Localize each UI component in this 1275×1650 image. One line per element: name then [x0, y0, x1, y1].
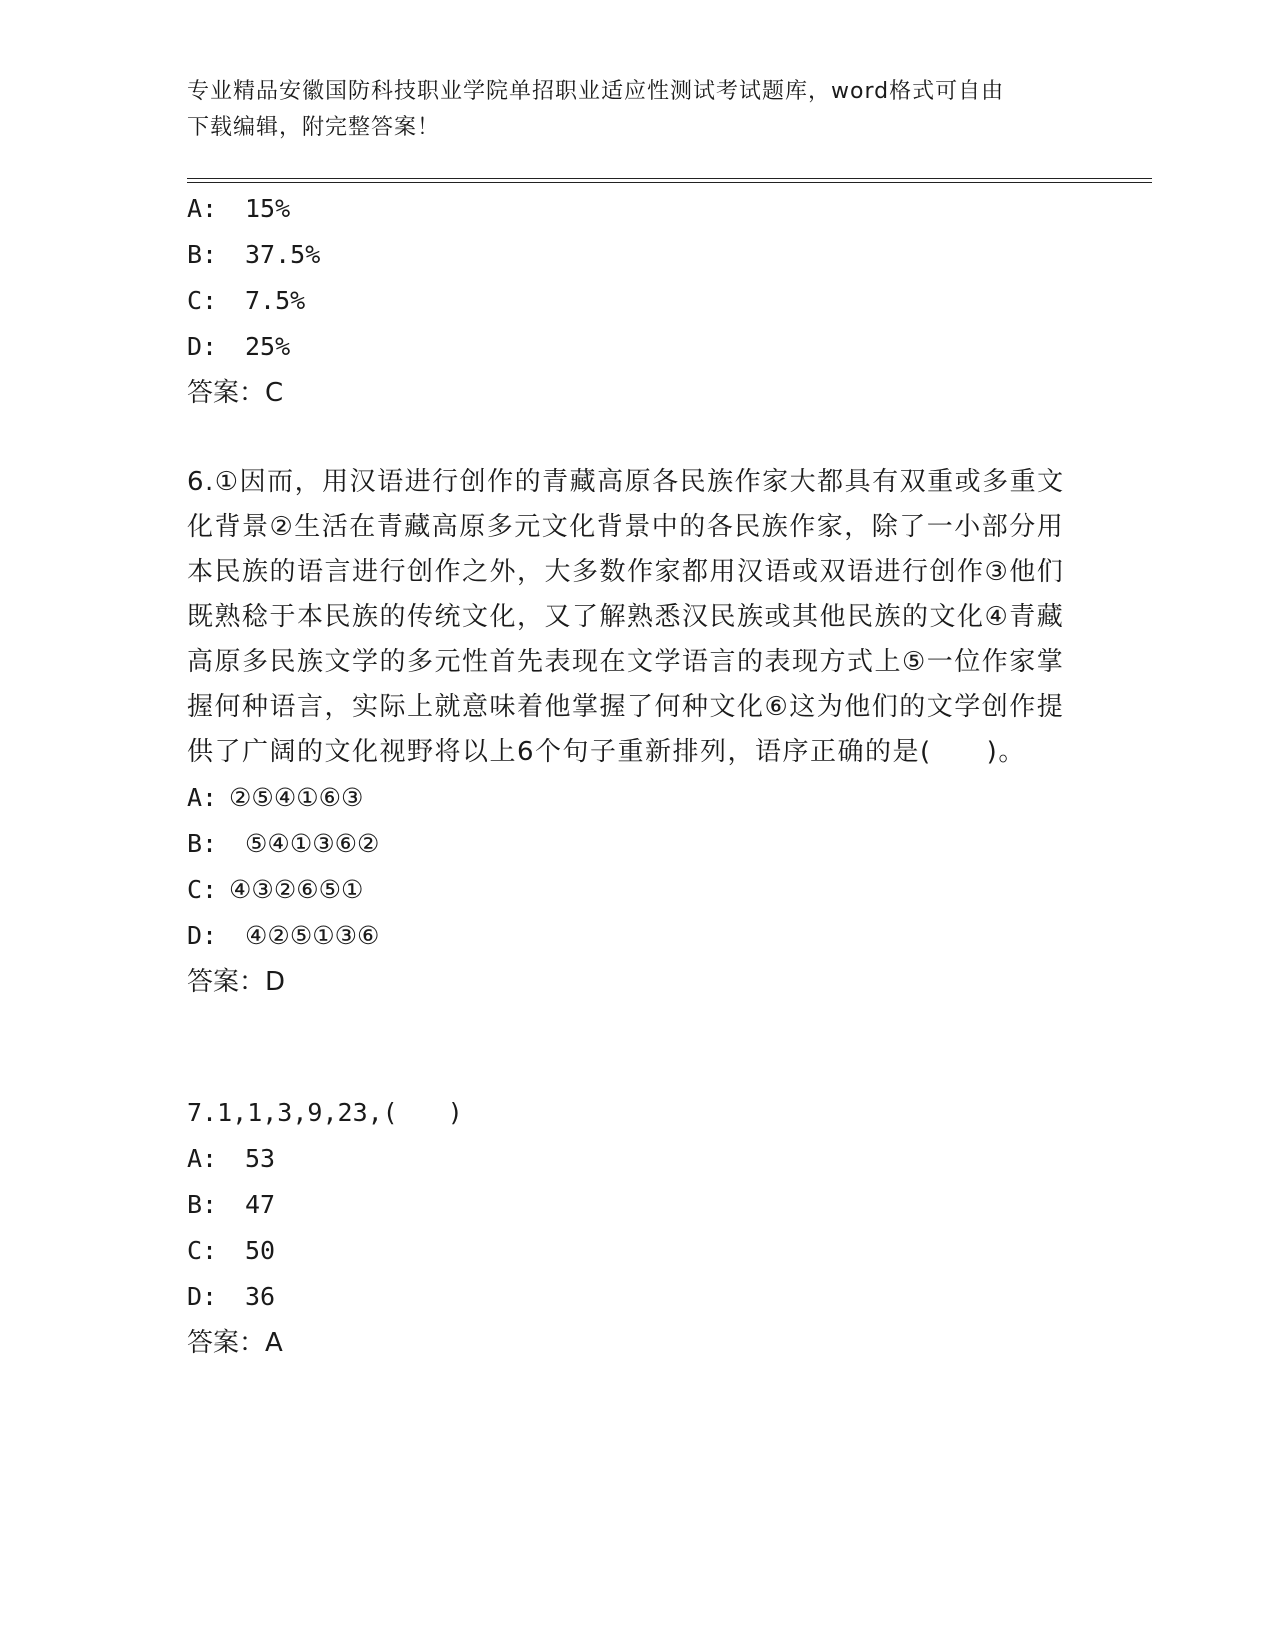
option-letter: B: — [187, 1190, 218, 1219]
option-letter: C: — [187, 1236, 218, 1265]
question-7-block — [187, 1090, 1067, 1366]
q7-option-a — [187, 1136, 1067, 1182]
q6-option-a — [187, 775, 1067, 821]
header-divider-top — [187, 178, 1152, 179]
option-text: 36 — [245, 1282, 276, 1311]
header-divider-bottom — [187, 182, 1152, 183]
q7-stem: 7.1,1,3,9,23,( ) — [187, 1098, 463, 1127]
q5-option-d — [187, 324, 1067, 370]
option-text: 37.5% — [245, 240, 321, 269]
option-text: 47 — [245, 1190, 276, 1219]
q5-option-a — [187, 186, 1067, 232]
option-letter: A: — [187, 194, 218, 223]
q6-answer: 答案：D — [187, 967, 286, 997]
option-letter: A: — [187, 1144, 218, 1173]
q5-option-c — [187, 278, 1067, 324]
q6-option-b — [187, 821, 1067, 867]
option-letter: C: — [187, 286, 218, 315]
option-letter: B: — [187, 829, 218, 858]
header-line-1: 专业精品安徽国防科技职业学院单招职业适应性测试考试题库，word格式可自由 — [187, 79, 1005, 104]
q6-option-d — [187, 913, 1067, 959]
document-header — [187, 74, 1067, 146]
option-text: 53 — [245, 1144, 276, 1173]
option-text: 25% — [245, 332, 291, 361]
option-letter: D: — [187, 1282, 218, 1311]
header-line-2: 下载编辑，附完整答案！ — [187, 115, 441, 140]
q7-option-c — [187, 1228, 1067, 1274]
option-letter: A: — [187, 783, 218, 812]
option-letter: C: — [187, 875, 218, 904]
q7-option-b — [187, 1182, 1067, 1228]
option-letter: D: — [187, 921, 218, 950]
q5-answer: 答案：C — [187, 378, 284, 408]
option-text: ④②⑤①③⑥ — [245, 921, 380, 950]
option-letter: D: — [187, 332, 218, 361]
option-text: 7.5% — [245, 286, 306, 315]
q6-stem: 6.①因而，用汉语进行创作的青藏高原各民族作家大都具有双重或多重文化背景②生活在青藏高原多元文化背景中的各民族作家，除了一小部分用本民族的语言进行创作之外，大多数作家都用汉语或双语进行创作③他们既熟稔于本民族的传统文化，又了解熟悉汉民族或其他民族的文化④青藏高原多民族文学的多元性首先表现在文学语言的表现方式上⑤一位作家掌握何种语言，实际上就意味着他掌握了何种文化⑥这为他们的文学创作提供了广阔的文化视野将以上6个句子重新排列，语序正确的是( )。 — [187, 467, 1065, 767]
question-6-block — [187, 460, 1067, 1005]
option-letter: B: — [187, 240, 218, 269]
q6-option-c — [187, 867, 1067, 913]
question-5-block — [187, 186, 1067, 416]
option-text: 50 — [245, 1236, 276, 1265]
option-text: ⑤④①③⑥② — [245, 829, 380, 858]
option-text: ④③②⑥⑤① — [229, 875, 364, 904]
q5-option-b — [187, 232, 1067, 278]
option-text: 15% — [245, 194, 291, 223]
q7-answer: 答案：A — [187, 1328, 283, 1358]
q7-option-d — [187, 1274, 1067, 1320]
option-text: ②⑤④①⑥③ — [229, 783, 364, 812]
